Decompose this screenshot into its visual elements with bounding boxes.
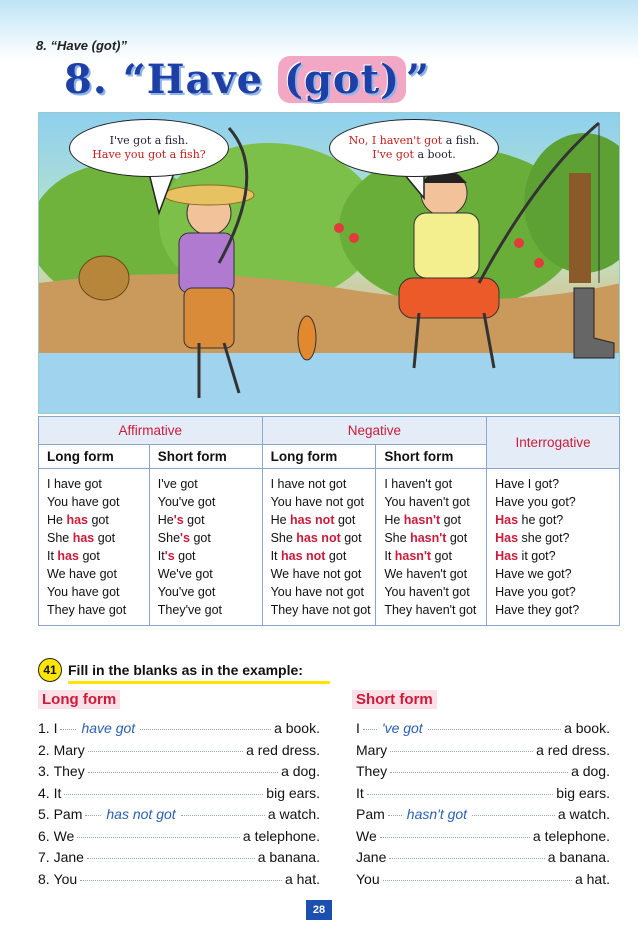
blank-dots <box>363 729 377 730</box>
item-subject: It <box>53 784 62 801</box>
cell-text: They've got <box>157 603 223 617</box>
cell-text: got <box>78 549 100 563</box>
cell-text: got <box>325 549 347 563</box>
blank-field[interactable] <box>428 729 561 730</box>
table-cell-line <box>158 529 262 547</box>
table-cell-line <box>495 493 619 511</box>
cell-text: got <box>440 513 461 527</box>
cell-text: It <box>157 549 165 563</box>
blank-field[interactable] <box>88 751 243 752</box>
table-cell-line <box>271 547 376 565</box>
fishing-illustration <box>38 112 620 414</box>
blank-field[interactable] <box>87 858 255 859</box>
cell-text: Have you got? <box>495 495 576 509</box>
item-subject: Mary <box>53 741 85 758</box>
table-cell-line <box>47 529 149 547</box>
short-form-line <box>356 871 610 891</box>
short-form-line <box>356 763 610 783</box>
table-cell-line <box>384 529 486 547</box>
long-form-line <box>38 742 320 762</box>
item-object: big ears. <box>266 784 320 801</box>
cell-text: She <box>270 531 297 545</box>
speech-bubble-left <box>69 119 229 177</box>
highlighted-verb: Has <box>495 531 519 545</box>
short-form-line <box>356 849 610 869</box>
header-interrogative: Interrogative <box>487 417 620 469</box>
cell-text: He <box>384 513 404 527</box>
blank-field[interactable] <box>80 880 282 881</box>
blank-field[interactable] <box>88 772 278 773</box>
item-number: 3. <box>38 763 50 779</box>
item-object: a telephone. <box>242 827 320 844</box>
blank-field[interactable] <box>140 729 271 730</box>
blank-field[interactable] <box>389 858 544 859</box>
item-subject: It <box>356 784 364 801</box>
table-cell-line <box>384 601 486 619</box>
table-cell-line <box>384 547 486 565</box>
item-object: a watch. <box>267 806 320 822</box>
col-aff-long <box>39 469 150 626</box>
item-object: big ears. <box>556 784 610 801</box>
bubble-left-line2: Have you got a fish? <box>92 148 206 161</box>
example-answer: 've got <box>381 720 423 736</box>
table-cell-line <box>158 511 262 529</box>
short-form-heading: Short form <box>352 690 437 709</box>
short-form-line <box>356 720 610 740</box>
highlighted-verb: Has <box>495 513 519 527</box>
blank-field[interactable] <box>367 794 554 795</box>
blank-field[interactable] <box>77 837 240 838</box>
blank-dots <box>60 729 76 730</box>
cell-text: got <box>189 531 211 545</box>
table-cell-line <box>384 583 486 601</box>
highlighted-verb: hasn't <box>394 549 432 563</box>
long-form-line <box>38 785 320 805</box>
short-form-line <box>356 828 610 848</box>
page-title <box>64 56 430 103</box>
cell-text: It <box>384 549 395 563</box>
blank-field[interactable] <box>472 815 555 816</box>
highlighted-verb: hasn't <box>410 531 447 545</box>
table-cell-line <box>495 511 619 529</box>
item-subject: Pam <box>356 806 385 822</box>
cell-text: It <box>47 549 58 563</box>
header-negative: Negative <box>262 417 487 445</box>
short-form-line <box>356 806 610 826</box>
cell-text: I've got <box>157 477 198 491</box>
cell-text: You have not got <box>270 585 364 599</box>
col-interrogative <box>487 469 620 626</box>
blank-field[interactable] <box>383 880 572 881</box>
item-number: 4. <box>38 784 50 801</box>
have-got-table <box>38 416 620 626</box>
table-cell-line <box>271 601 376 619</box>
long-form-line <box>38 720 320 740</box>
cell-text: They have not got <box>270 603 371 617</box>
bubble-right-line2: I've got a boot. <box>372 148 456 161</box>
blank-field[interactable] <box>390 772 568 773</box>
long-form-line <box>38 849 320 869</box>
long-form-line <box>38 763 320 783</box>
table-cell-line <box>271 511 376 529</box>
cell-text: You've got <box>157 585 216 599</box>
table-cell-line <box>384 475 486 493</box>
highlighted-verb: has <box>66 513 88 527</box>
cell-text: Have we got? <box>495 567 572 581</box>
cell-text: got <box>334 513 356 527</box>
item-subject: I <box>53 720 58 736</box>
table-cell-line <box>495 475 619 493</box>
bubble-left-line1: I've got a fish. <box>109 134 189 147</box>
cell-text: You haven't got <box>384 495 470 509</box>
title-number: 8. <box>64 56 108 103</box>
subheader-neg-short: Short form <box>376 445 487 469</box>
cell-text: They have got <box>47 603 127 617</box>
cell-text: got <box>88 513 109 527</box>
running-title: 8. “Have (got)” <box>36 38 128 53</box>
item-object: a book. <box>274 720 320 736</box>
cell-text: got <box>340 531 362 545</box>
table-cell-line <box>158 475 262 493</box>
long-form-heading: Long form <box>38 690 120 709</box>
cell-text: I have got <box>47 477 102 491</box>
item-object: a hat. <box>284 870 320 887</box>
table-cell-line <box>47 565 149 583</box>
table-cell-line <box>495 529 619 547</box>
item-object: a watch. <box>557 806 610 822</box>
col-neg-short <box>376 469 487 626</box>
item-number: 8. <box>38 870 50 887</box>
example-answer: have got <box>81 720 136 736</box>
table-cell-line <box>47 511 149 529</box>
item-subject: Jane <box>53 849 84 865</box>
highlighted-verb: 's <box>180 531 190 545</box>
table-cell-line <box>271 583 376 601</box>
item-object: a dog. <box>571 763 610 779</box>
cell-text: got <box>94 531 116 545</box>
item-number: 1. <box>38 720 50 736</box>
cell-text: got <box>183 513 205 527</box>
col-neg-long <box>262 469 376 626</box>
item-object: a dog. <box>281 763 320 779</box>
item-subject: They <box>53 763 85 779</box>
header-affirmative: Affirmative <box>39 417 263 445</box>
blank-dots <box>388 815 402 816</box>
cell-text: You have not got <box>270 495 364 509</box>
long-form-line <box>38 828 320 848</box>
cell-text: He <box>270 513 291 527</box>
table-cell-line <box>271 493 376 511</box>
table-cell-line <box>158 565 262 583</box>
subheader-aff-long: Long form <box>39 445 150 469</box>
highlighted-verb: hasn't <box>403 513 441 527</box>
title-have: “Have <box>107 56 279 103</box>
cell-text: I have not got <box>270 477 347 491</box>
highlighted-verb: has <box>72 531 95 545</box>
cell-text: We've got <box>157 567 213 581</box>
table-cell-line <box>47 547 149 565</box>
cell-text: She <box>157 531 181 545</box>
example-answer: has not got <box>106 806 176 822</box>
blank-dots <box>85 815 101 816</box>
table-cell-line <box>47 601 149 619</box>
item-object: a red dress. <box>246 741 320 758</box>
long-form-line <box>38 806 320 826</box>
table-cell-line <box>495 565 619 583</box>
cell-text: She <box>384 531 411 545</box>
cell-text: She <box>47 531 73 545</box>
highlighted-verb: 's <box>173 513 184 527</box>
cell-text: You've got <box>157 495 216 509</box>
cell-text: We have not got <box>270 567 362 581</box>
cell-text: got <box>431 549 452 563</box>
table-cell-line <box>47 583 149 601</box>
cell-text: He <box>157 513 174 527</box>
cell-text: You have got <box>47 585 120 599</box>
cell-text: got <box>446 531 468 545</box>
item-subject: Pam <box>53 806 83 822</box>
subheader-aff-short: Short form <box>149 445 262 469</box>
item-object: a red dress. <box>536 741 610 758</box>
table-cell-line <box>384 511 486 529</box>
blank-field[interactable] <box>64 794 263 795</box>
blank-field[interactable] <box>380 837 530 838</box>
highlighted-verb: has not <box>296 531 341 545</box>
exercise-instruction: Fill in the blanks as in the example: <box>68 662 303 678</box>
subheader-neg-long: Long form <box>262 445 376 469</box>
item-subject: I <box>356 720 360 736</box>
table-cell-line <box>158 601 262 619</box>
example-answer: hasn't got <box>406 806 468 822</box>
item-object: a hat. <box>574 870 610 887</box>
item-object: a book. <box>564 720 610 736</box>
table-cell-line <box>158 493 262 511</box>
item-subject: Mary <box>356 741 388 758</box>
item-subject: You <box>53 870 78 887</box>
item-subject: Jane <box>356 849 387 865</box>
speech-bubble-right <box>329 119 499 177</box>
item-subject: You <box>356 870 380 887</box>
title-close-quote: ” <box>406 56 431 103</box>
table-cell-line <box>47 475 149 493</box>
cell-text: They haven't got <box>384 603 477 617</box>
cell-text: Have you got? <box>495 585 576 599</box>
cell-text: We haven't got <box>384 567 468 581</box>
short-form-line <box>356 785 610 805</box>
cell-text: We have got <box>47 567 117 581</box>
table-cell-line <box>271 475 376 493</box>
table-cell-line <box>495 601 619 619</box>
exercise-number-badge: 41 <box>38 658 62 682</box>
table-cell-line <box>158 547 262 565</box>
blank-field[interactable] <box>181 815 265 816</box>
long-form-line <box>38 871 320 891</box>
bubble-right-line1: No, I haven't got a fish. <box>348 134 480 147</box>
table-cell-line <box>271 529 376 547</box>
highlighted-verb: 's <box>164 549 175 563</box>
cell-text: she got? <box>518 531 570 545</box>
cell-text: It <box>270 549 281 563</box>
cell-text: You haven't got <box>384 585 470 599</box>
cell-text: it got? <box>518 549 556 563</box>
short-form-line <box>356 742 610 762</box>
table-cell-line <box>495 547 619 565</box>
highlighted-verb: has not <box>290 513 335 527</box>
item-number: 6. <box>38 827 50 844</box>
item-number: 7. <box>38 849 50 865</box>
item-subject: We <box>356 827 377 844</box>
cell-text: He <box>47 513 67 527</box>
cell-text: he got? <box>518 513 564 527</box>
cell-text: got <box>174 549 196 563</box>
table-cell-line <box>495 583 619 601</box>
table-cell-line <box>384 493 486 511</box>
item-object: a banana. <box>547 849 610 865</box>
item-object: a telephone. <box>532 827 610 844</box>
item-number: 2. <box>38 741 50 758</box>
table-cell-line <box>271 565 376 583</box>
instruction-underline <box>68 681 330 684</box>
item-subject: We <box>53 827 75 844</box>
col-aff-short <box>149 469 262 626</box>
highlighted-verb: Has <box>495 549 519 563</box>
item-subject: They <box>356 763 388 779</box>
cell-text: Have I got? <box>495 477 560 491</box>
cell-text: I haven't got <box>384 477 453 491</box>
page-number: 28 <box>306 900 332 920</box>
item-object: a banana. <box>257 849 320 865</box>
blank-field[interactable] <box>390 751 533 752</box>
table-cell-line <box>384 565 486 583</box>
title-got: (got) <box>278 56 406 103</box>
cell-text: Have they got? <box>495 603 580 617</box>
highlighted-verb: has <box>57 549 79 563</box>
item-number: 5. <box>38 806 50 822</box>
cell-text: You have got <box>47 495 120 509</box>
highlighted-verb: has not <box>281 549 326 563</box>
table-cell-line <box>47 493 149 511</box>
table-cell-line <box>158 583 262 601</box>
